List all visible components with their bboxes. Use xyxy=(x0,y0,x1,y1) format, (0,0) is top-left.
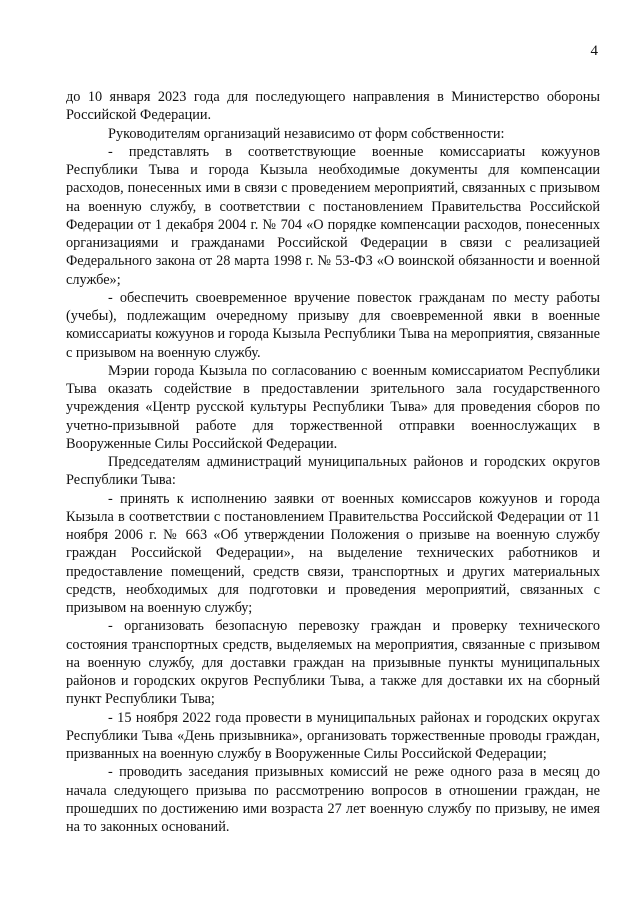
paragraph-accept-requests: - принять к исполнению заявки от военных комиссаров кожуунов и города Кызыла в соответствии с постановлением Правительства Российской Федерации от 11 ноября 2006 г. № 663 «Об утверждении Положения о призыве на военную службу граждан Российской Федерации», на выделение технических работников и предоставление помещений, средств связи, транспортных и других материальных средств, необходимых для подготовки и проведения мероприятий, связанных с призывом на военную службу; xyxy=(66,490,600,616)
paragraph-administrations-heading: Председателям администраций муниципальных районов и городских округов Республики Тыва: xyxy=(66,454,600,489)
paragraph-kyzyl-mayor: Мэрии города Кызыла по согласованию с военным комиссариатом Республики Тыва оказать содействие в предоставлении зрительного зала государственного учреждения «Центр русской культуры Республики Тыва» для проведения сборов по учетно-призывной работе для торжественной отправки военнослужащих в Вооруженные Силы Российской Федерации. xyxy=(66,362,600,452)
page-number: 4 xyxy=(590,43,598,59)
paragraph-safe-transport: - организовать безопасную перевозку граждан и проверку технического состояния транспортных средств, выделяемых на мероприятия, связанные с призывом на военную службу, для доставки граждан на призывные пункты муниципальных районов и городских округов Республики Тыва, а также для доставки их на сборный пункт Республики Тыва; xyxy=(66,618,600,708)
paragraph-conscript-day: - 15 ноября 2022 года провести в муниципальных районах и городских округах Республики Тыва «День призывника», организовать торжественные проводы граждан, призванных на военную службу в Вооруженные Силы Российской Федерации; xyxy=(66,709,600,762)
paragraph-continuation: до 10 января 2023 года для последующего направления в Министерство обороны Российской Федерации. xyxy=(66,89,600,124)
document-body xyxy=(66,88,600,836)
paragraph-compensation-documents: - представлять в соответствующие военные комиссариаты кожуунов Республики Тыва и города Кызыла необходимые документы для компенсации расходов, понесенных ими в связи с проведением мероприятий, связанных с призывом на военную службу, в соответствии с постановлением Правительства Российской Федерации от 1 декабря 2004 г. № 704 «О порядке компенсации расходов, понесенных организациями и гражданами Российской Федерации в связи с реализацией Федерального закона от 28 марта 1998 г. № 53-ФЗ «О воинской обязанности и военной службе»; xyxy=(66,143,600,288)
paragraph-summons-delivery: - обеспечить своевременное вручение повесток гражданам по месту работы (учебы), подлежащим очередному призыву для своевременной явки в военные комиссариаты кожуунов и города Кызыла Республики Тыва на мероприятия, связанные с призывом на военную службу. xyxy=(66,289,600,361)
paragraph-commission-meetings: - проводить заседания призывных комиссий не реже одного раза в месяц до начала следующего призыва по рассмотрению вопросов в отношении граждан, не прошедших по достижению ими возраста 27 лет военную службу по призыву, не имея на то законных оснований. xyxy=(66,764,600,835)
paragraph-organizations-heading: Руководителям организаций независимо от форм собственности: xyxy=(108,125,505,142)
